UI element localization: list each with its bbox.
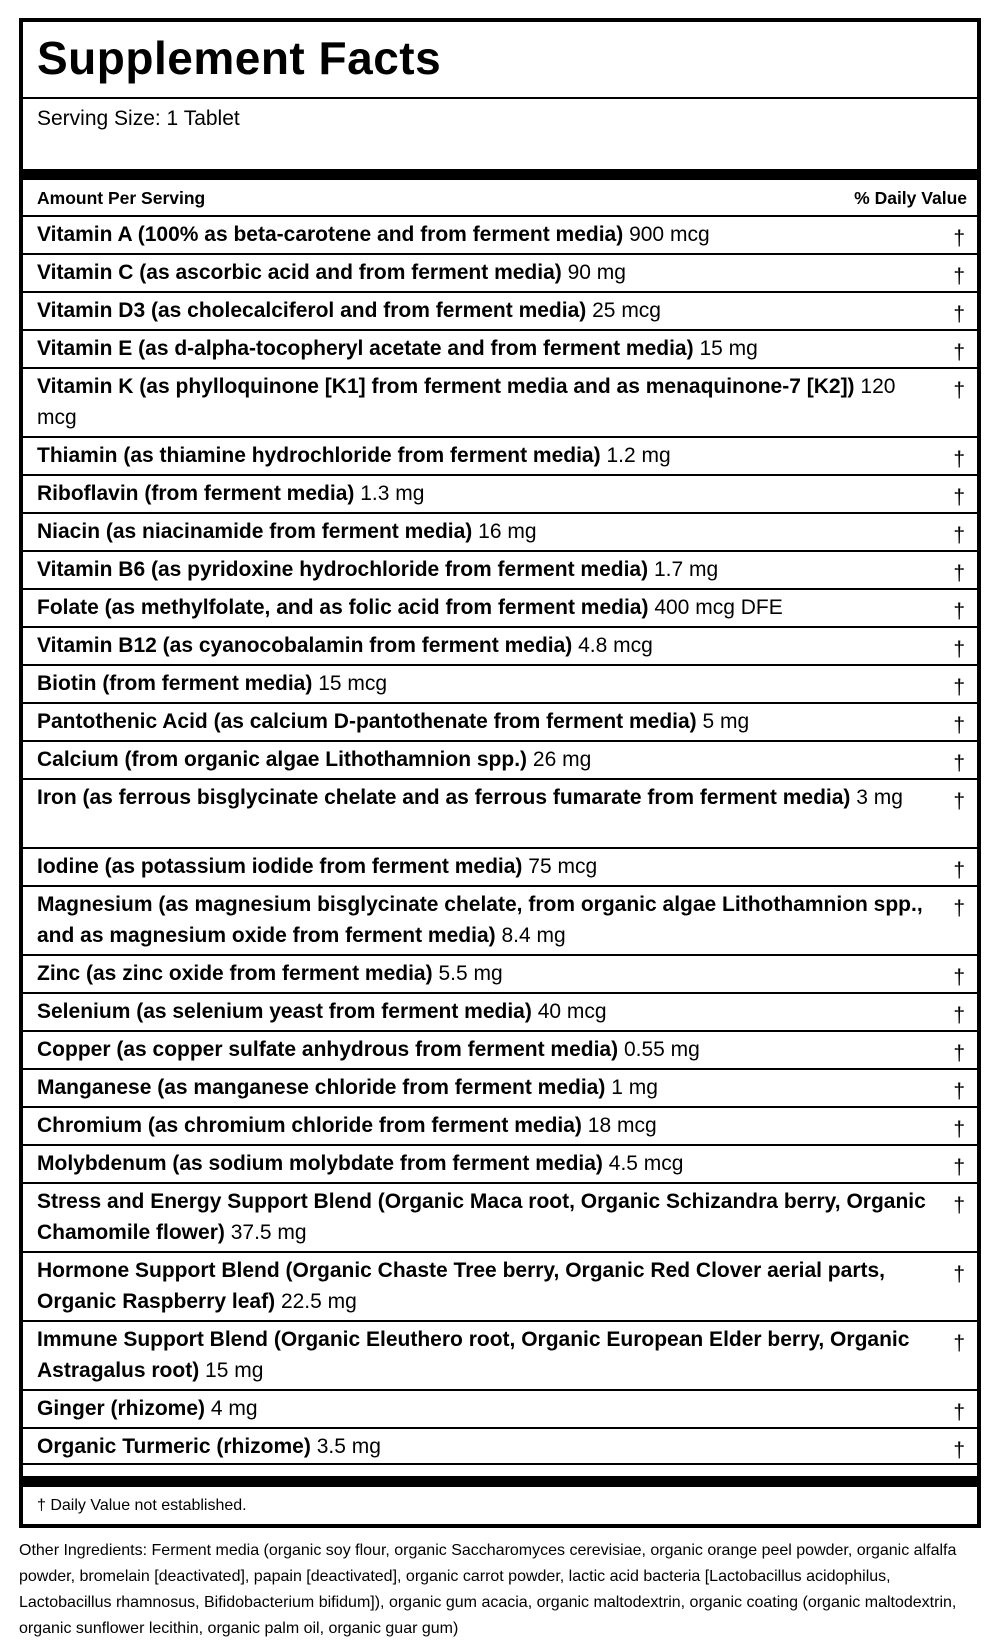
amount-per-serving-header: Amount Per Serving (37, 188, 206, 208)
nutrient-name: Biotin (from ferment media) (37, 672, 313, 695)
nutrient-name: Magnesium (as magnesium bisglycinate chelate, from organic algae Lithothamnion spp., and as magnesium oxide from ferment media) (37, 893, 923, 947)
nutrient-row (23, 1389, 977, 1427)
daily-value-mark: † (953, 227, 965, 250)
nutrient-row (23, 291, 977, 329)
nutrient-amount: 1.3 mg (360, 482, 425, 505)
nutrient-name: Stress and Energy Support Blend (Organic Maca root, Organic Schizandra berry, Organic Chamomile flower) (37, 1190, 926, 1244)
nutrient-name: Calcium (from organic algae Lithothamnion spp.) (37, 748, 528, 771)
daily-value-mark: † (953, 379, 965, 402)
nutrient-amount: 37.5 mg (230, 1221, 307, 1244)
nutrient-row (23, 588, 977, 626)
nutrient-row (23, 512, 977, 550)
nutrient-row (23, 1144, 977, 1182)
nutrient-row (23, 740, 977, 778)
nutrient-amount: 120 mcg (37, 375, 896, 429)
nutrient-name: Pantothenic Acid (as calcium D-pantothenate from ferment media) (37, 710, 697, 733)
nutrient-name: Niacin (as niacinamide from ferment media) (37, 520, 473, 543)
nutrient-amount: 22.5 mg (280, 1290, 357, 1313)
nutrient-row (23, 664, 977, 702)
nutrient-amount: 15 mcg (318, 672, 388, 695)
nutrient-name: Thiamin (as thiamine hydrochloride from ferment media) (37, 444, 601, 467)
nutrient-amount: 15 mg (699, 337, 758, 360)
nutrient-name: Copper (as copper sulfate anhydrous from ferment media) (37, 1038, 619, 1061)
nutrient-amount: 0.55 mg (623, 1038, 700, 1061)
daily-value-mark: † (953, 790, 965, 813)
nutrient-name: Hormone Support Blend (Organic Chaste Tree berry, Organic Red Clover aerial parts, Organic Raspberry leaf) (37, 1259, 885, 1313)
nutrient-amount: 5 mg (702, 710, 750, 733)
daily-value-mark: † (953, 1080, 965, 1103)
nutrient-name: Vitamin C (as ascorbic acid and from ferment media) (37, 261, 562, 284)
daily-value-mark: † (953, 341, 965, 364)
nutrient-name: Immune Support Blend (Organic Eleuthero root, Organic European Elder berry, Organic Astragalus root) (37, 1328, 910, 1382)
nutrient-amount: 1.7 mg (653, 558, 719, 581)
nutrient-name: Ginger (rhizome) (37, 1397, 206, 1420)
daily-value-mark: † (953, 1194, 965, 1217)
nutrient-name: Vitamin E (as d-alpha-tocopheryl acetate and from ferment media) (37, 337, 694, 360)
nutrient-amount: 4 mg (210, 1397, 258, 1420)
nutrient-row (23, 367, 977, 436)
nutrient-amount: 25 mcg (592, 299, 661, 322)
nutrient-name: Vitamin B6 (as pyridoxine hydrochloride from ferment media) (37, 558, 649, 581)
nutrient-name: Iodine (as potassium iodide from ferment media) (37, 855, 523, 878)
daily-value-mark: † (953, 859, 965, 882)
nutrient-name: Vitamin A (100% as beta-carotene and from ferment media) (37, 223, 624, 246)
nutrient-name: Chromium (as chromium chloride from ferment media) (37, 1114, 582, 1137)
nutrient-row (23, 436, 977, 474)
nutrient-row (23, 885, 977, 954)
nutrient-amount: 26 mg (532, 748, 592, 771)
nutrient-row (23, 702, 977, 740)
nutrient-row (23, 550, 977, 588)
other-ingredients: Other Ingredients: Ferment media (organic soy flour, organic Saccharomyces cerevisiae, organic orange peel powder, organic alfalfa powder, bromelain [deactivated], papain [deactivated], organic carrot powder, lactic acid bacteria [Lactobacillus acidophilus, Lactobacillus rhamnosus, Bifidobacterium bifidum]), organic gum acacia, organic maltodextrin, organic coating (organic maltodextrin, organic sunflower lecithin, organic palm oil, organic guar gum) (19, 1542, 957, 1637)
daily-value-mark: † (953, 1439, 965, 1462)
nutrient-amount: 1 mg (611, 1076, 658, 1099)
nutrient-name: Iron (as ferrous bisglycinate chelate and as ferrous fumarate from ferment media) (37, 786, 851, 809)
daily-value-mark: † (953, 448, 965, 471)
nutrient-amount: 90 mg (567, 261, 626, 284)
daily-value-mark: † (953, 600, 965, 623)
nutrient-amount: 5.5 mg (438, 962, 503, 985)
daily-value-mark: † (953, 1156, 965, 1179)
nutrient-amount: 18 mcg (587, 1114, 657, 1137)
panel-title: Supplement Facts (37, 32, 442, 84)
nutrient-name: Molybdenum (as sodium molybdate from ferment media) (37, 1152, 603, 1175)
daily-value-header: % Daily Value (854, 188, 967, 208)
nutrient-amount: 900 mcg (629, 223, 710, 246)
daily-value-mark: † (953, 638, 965, 661)
daily-value-mark: † (953, 966, 965, 989)
thick-divider-bottom (23, 1476, 977, 1487)
daily-value-mark: † (953, 752, 965, 775)
serving-size: Serving Size: 1 Tablet (37, 107, 240, 130)
title-divider (23, 97, 977, 99)
supplement-facts-panel (19, 18, 981, 1528)
nutrient-row (23, 847, 977, 885)
thick-divider-top (23, 169, 977, 180)
nutrient-name: Folate (as methylfolate, and as folic acid from ferment media) (37, 596, 649, 619)
daily-value-mark: † (953, 714, 965, 737)
nutrient-amount: 40 mcg (537, 1000, 607, 1023)
nutrient-row (23, 1182, 977, 1251)
nutrient-table (23, 215, 977, 1465)
nutrient-name: Zinc (as zinc oxide from ferment media) (37, 962, 433, 985)
nutrient-row (23, 1106, 977, 1144)
nutrient-amount: 400 mcg DFE (654, 596, 783, 619)
nutrient-amount: 75 mcg (528, 855, 598, 878)
nutrient-row (23, 992, 977, 1030)
daily-value-mark: † (953, 1263, 965, 1286)
nutrient-row (23, 1320, 977, 1389)
nutrient-name: Vitamin D3 (as cholecalciferol and from ferment media) (37, 299, 587, 322)
nutrient-name: Vitamin K (as phylloquinone [K1] from ferment media and as menaquinone-7 [K2]) (37, 375, 855, 398)
nutrient-name: Manganese (as manganese chloride from ferment media) (37, 1076, 606, 1099)
daily-value-mark: † (953, 524, 965, 547)
daily-value-mark: † (953, 897, 965, 920)
daily-value-mark: † (953, 1118, 965, 1141)
nutrient-row (23, 778, 977, 847)
daily-value-mark: † (953, 1042, 965, 1065)
nutrient-row (23, 1030, 977, 1068)
daily-value-mark: † (953, 1332, 965, 1355)
nutrient-amount: 3 mg (856, 786, 903, 809)
daily-value-mark: † (953, 1004, 965, 1027)
nutrient-amount: 4.5 mcg (608, 1152, 684, 1175)
nutrient-amount: 3.5 mg (316, 1435, 381, 1458)
nutrient-row (23, 626, 977, 664)
nutrient-name: Riboflavin (from ferment media) (37, 482, 355, 505)
daily-value-mark: † (953, 1401, 965, 1424)
nutrient-row (23, 329, 977, 367)
nutrient-name: Vitamin B12 (as cyanocobalamin from ferment media) (37, 634, 573, 657)
nutrient-row (23, 1427, 977, 1465)
nutrient-amount: 8.4 mg (501, 924, 566, 947)
nutrient-row (23, 1251, 977, 1320)
nutrient-row (23, 253, 977, 291)
nutrient-amount: 15 mg (205, 1359, 264, 1382)
nutrient-amount: 1.2 mg (606, 444, 671, 467)
nutrient-name: Organic Turmeric (rhizome) (37, 1435, 311, 1458)
daily-value-mark: † (953, 265, 965, 288)
daily-value-mark: † (953, 303, 965, 326)
daily-value-mark: † (953, 676, 965, 699)
nutrient-row (23, 474, 977, 512)
daily-value-footnote: † Daily Value not established. (37, 1497, 247, 1514)
nutrient-row (23, 215, 977, 253)
nutrient-name: Selenium (as selenium yeast from ferment media) (37, 1000, 532, 1023)
daily-value-mark: † (953, 562, 965, 585)
nutrient-amount: 4.8 mcg (578, 634, 653, 657)
daily-value-mark: † (953, 486, 965, 509)
nutrient-row (23, 954, 977, 992)
nutrient-row (23, 1068, 977, 1106)
nutrient-amount: 16 mg (478, 520, 537, 543)
